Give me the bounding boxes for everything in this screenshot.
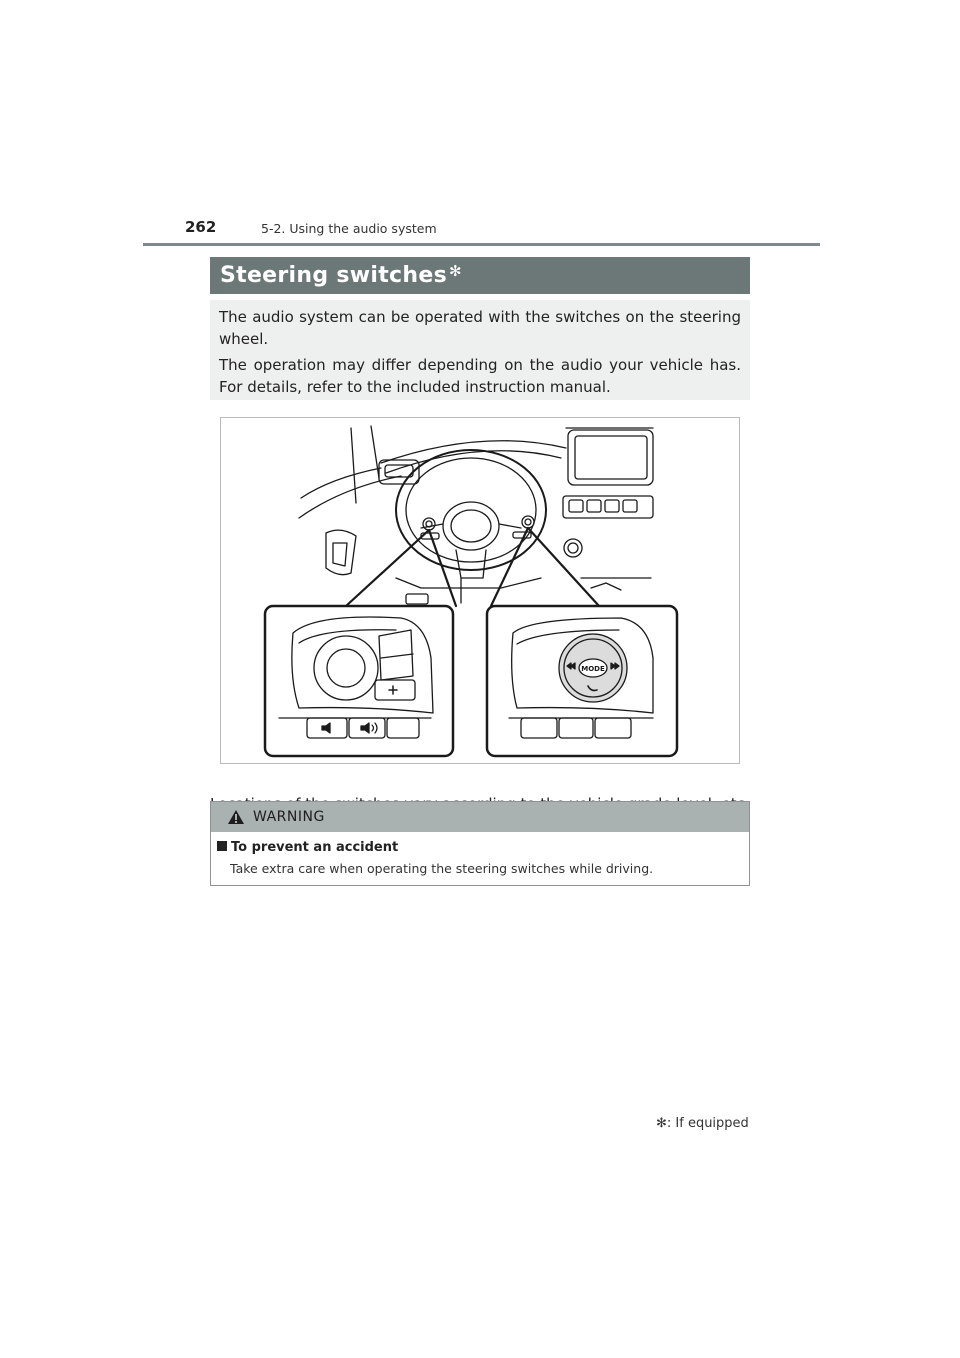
warning-item-text: Take extra care when operating the steering switches while driving. — [230, 861, 654, 876]
bullet-square-icon — [217, 841, 227, 851]
intro-paragraph-1: The audio system can be operated with the switches on the steering wheel. — [219, 308, 741, 348]
equipped-mark: ✻ — [448, 261, 462, 280]
warning-item-title — [217, 840, 398, 855]
section-title: 5-2. Using the audio system — [261, 221, 437, 236]
footnote: ✻: If equipped — [656, 1116, 749, 1131]
steering-wheel-drawing — [221, 418, 741, 765]
warning-box — [210, 801, 750, 886]
page-title: Steering switches — [220, 263, 447, 288]
intro-paragraph-2: The operation may differ depending on the audio your vehicle has. For details, refer to the included instruction manual. — [219, 356, 741, 396]
intro-box — [210, 300, 750, 400]
page-title-bar — [210, 257, 750, 294]
warning-header — [211, 802, 749, 832]
steering-switch-illustration — [220, 417, 740, 764]
warning-item-title-text: To prevent an accident — [231, 840, 399, 855]
page-number: 262 — [185, 218, 217, 236]
mode-button-label: MODE — [581, 665, 605, 673]
warning-triangle-icon — [227, 809, 245, 825]
warning-heading: WARNING — [253, 809, 325, 825]
header-divider — [143, 243, 820, 246]
